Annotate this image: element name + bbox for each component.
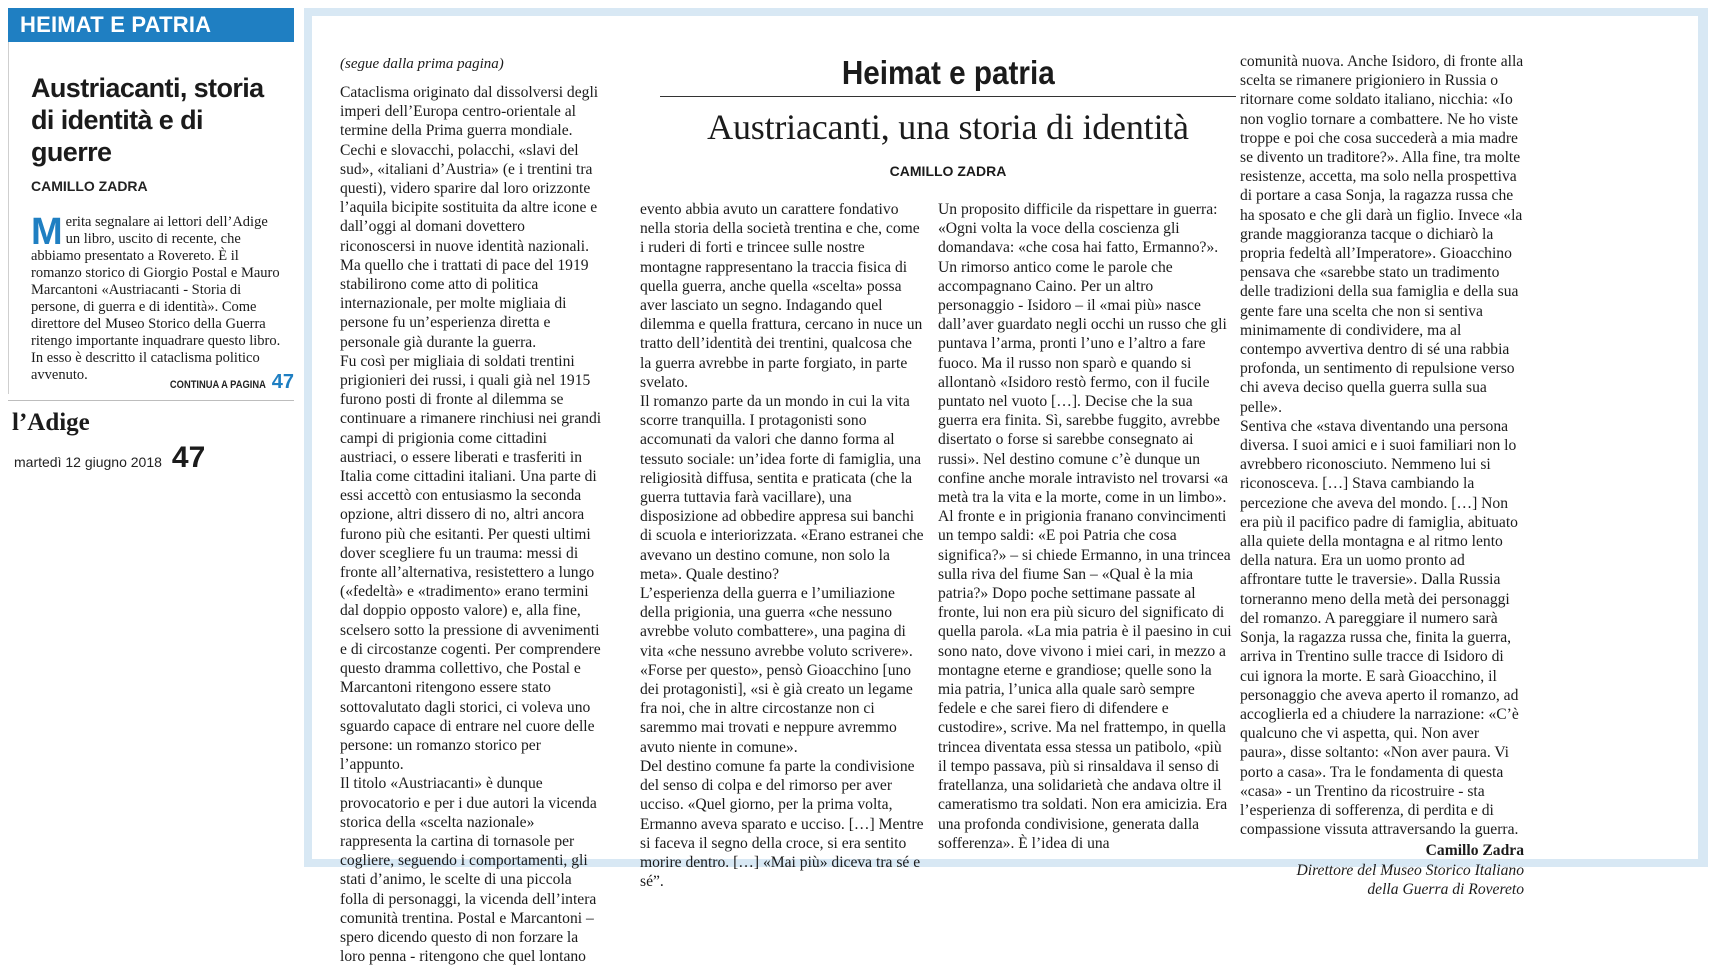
drop-cap: M xyxy=(31,211,63,253)
article-column-2 xyxy=(640,200,926,891)
article-sheet xyxy=(312,16,1698,966)
teaser-body xyxy=(9,194,294,384)
paragraph: Cataclisma originato dal dissolversi degli imperi dell’Europa centro-orientale al termine della Prima guerra mondiale. Cechi e slovacchi, polacchi, «slavi del sud», «italiani d’Austria» (e i trentini tra questi), videro sparire dal loro orizzonte l’aquila bicipite sostituita da altre icone e dall’oggi al domani dovettero riconoscersi in nuove identità nazionali. Ma quello che i trattati di pace del 1919 stabilirono come atto di politica internazionale, per molte migliaia di persone fu un’esperienza diretta e personale già durante la guerra. xyxy=(340,84,599,351)
teaser-author: CAMILLO ZADRA xyxy=(31,178,148,194)
kicker-divider xyxy=(660,96,1236,97)
paragraph: Il titolo «Austriacanti» è dunque provocatorio e per i due autori la vicenda storica della «scelta nazionale» rappresenta la cartina di tornasole per cogliere, seguendo i comportamenti, gli stati d’animo, le scelte di una piccola folla di personaggi, la vicenda dell’intera comunità trentina. Postal e Marcantoni – spero dicendo questo di non forzare la loro penna - ritengono che quel lontano xyxy=(340,775,597,966)
teaser-text: erita segnalare ai lettori dell’Adige un libro, uscito di recente, che abbiamo presentato a Rovereto. È il romanzo storico di Giorgio Postal e Mauro Marcantoni «Austriacanti - Storia di persone, di guerra e di identità». Come direttore del Museo Storico della Guerra ritengo importante inquadrare questo libro. In esso è descritto il cataclisma politico avvenuto. xyxy=(31,214,281,383)
signature-role-line: Direttore del Museo Storico Italiano xyxy=(1296,861,1524,879)
paragraph: evento abbia avuto un carattere fondativo nella storia della società trentina e che, come i ruderi di forti e trincee sulle nostre montagne rappresentano la traccia fisica di quella guerra, anche quella «scelta» possa aver lasciato un segno. Indagando quel dilemma e quella frattura, cercano in nuce un tratto dell’identità dei trentini, qualcosa che la guerra avrebbe in parte forgiato, in parte svelato. xyxy=(640,201,923,391)
article-column-1 xyxy=(340,83,602,966)
article-column-3 xyxy=(938,200,1232,853)
continue-page-number: 47 xyxy=(271,371,294,393)
paragraph: Del destino comune fa parte la condivisione del senso di colpa e del rimorso per aver ucciso. «Quel giorno, per la prima volta, Ermanno aveva sparato e ucciso. […] Mentre si faceva il segno della croce, si era sentito morire dentro. […] «Mai più» diceva tra sé e sé”. xyxy=(640,757,924,891)
article-heading xyxy=(640,54,1256,179)
signature-role-line: della Guerra di Rovereto xyxy=(1367,880,1524,898)
continued-note: (segue dalla prima pagina) xyxy=(340,56,504,72)
teaser-title: Austriacanti, storia di identità e di guerre xyxy=(31,73,264,167)
paragraph: Fu così per migliaia di soldati trentini prigionieri dei russi, i quali già nel 1915 furono posti di fronte al dilemma se continuare a rimanere rinchiusi nei grandi campi di prigionia come cittadini austriaci, o essere liberati e trasferiti in Italia come cittadini italiani. Una parte di essi accettò con entusiasmo la seconda opzione, altri dissero di no, altri ancora furono più che esitanti. Per questi ultimi dover scegliere fu un trauma: messi di fronte all’alternativa, resistettero a lungo («fedeltà» e «tradimento» erano termini dal doppio opposto valore) e, alla fine, scelsero sotto la pressione di avvenimenti e di circostanze cogenti. Per comprendere questo dramma collettivo, che Postal e Marcantoni ritengono essere stato sottovalutato dagli storici, ci voleva uno sguardo capace di entrare nel cuore delle persone: un romanzo storico per l’appunto. xyxy=(340,352,602,774)
continue-to-page-link[interactable] xyxy=(153,371,294,394)
paragraph: Il romanzo parte da un mondo in cui la vita scorre tranquilla. I protagonisti sono accomunati da valori che danno forma al tessuto sociale: un’idea forte di famiglia, una religiosità diffusa, sentita e praticata (che la guerra tuttavia farà vacillare), una disposizione ad obbedire appresa sui banchi di scuola e interiorizzata. «Erano estranei che avevano un destino comune, non solo la meta». Quale destino? xyxy=(640,393,924,583)
paragraph: comunità nuova. Anche Isidoro, di fronte alla scelta se rimanere prigioniero in Russia o ritornare come soldato italiano, nicchia: «Io non voglio tornare a combattere. Ne ho viste troppe e poi che cosa succederà a mia madre se divento un traditore?». Alla fine, tra molte resistenze, accetta, ma solo nella prospettiva di portare a casa Sonja, la ragazza russa che ha sposato e che gli darà un figlio. Invece «la grande maggioranza tacque o dichiarò la propria fedeltà all’Imperatore». Gioacchino pensava che «sarebbe stato un tradimento delle tradizioni della sua famiglia e della sua gente fare una scelta che non si sentiva minimamente di condividere, ma al contempo avvertiva dentro di sé una rabbia profonda, un sentimento di repulsione verso chi aveva deciso quella guerra sulla sua pelle». xyxy=(1240,53,1524,416)
paragraph: Un proposito difficile da rispettare in guerra: «Ogni volta la voce della coscienza gli domandava: «che cosa hai fatto, Ermanno?». Un rimorso antico come le parole che accompagnano Caino. Per un altro personaggio - Isidoro – il «mai più» nasce dall’aver guardato negli occhi un russo che gli puntava l’arma, pronti l’uno e l’altro a fare fuoco. Ma il russo non sparò e quando si allontanò «Isidoro restò fermo, con il fucile puntato nel vuoto […]. Decise che la sua guerra era finita. Sì, sarebbe fuggito, avrebbe disertato o forse si sarebbe consegnato ai russi». Nel destino comune c’è dunque un confine anche morale intravisto nel trovarsi «a metà tra la vita e la morte, come in un limbo». xyxy=(938,201,1229,507)
front-page-teaser xyxy=(8,8,294,475)
newspaper-name: l’Adige xyxy=(12,409,90,436)
paragraph: L’esperienza della guerra e l’umiliazione della prigionia, una guerra «che nessuno avrebbe voluto combattere», una pagina di vita «che nessuno avrebbe voluto scrivere». «Forse per questo», pensò Gioacchino [uno dei protagonisti], «si è già creato un legame fra noi, che in altre circostanze non ci saremmo mai trovati e neppure avremmo avuto niente in comune». xyxy=(640,585,913,756)
signature: Camillo Zadra xyxy=(1425,842,1524,860)
section-header: HEIMAT E PATRIA xyxy=(8,8,294,42)
issue-info xyxy=(8,437,294,475)
article-page xyxy=(304,8,1708,966)
paragraph: Sentiva che «stava diventando una persona diversa. I suoi amici e i suoi familiari non lo avrebbero riconosciuto. Nemmeno lui si riconosceva. […] Stava cambiando la percezione che aveva del mondo. […] Non era più il pacifico padre di famiglia, abituato alla quiete della montagna e al ritmo lento della natura. Era un uomo pronto ad affrontare tutte le traversie». Dalla Russia torneranno meno della metà dei personaggi del romanzo. A pareggiare il numero sarà Sonja, la ragazza russa che, finita la guerra, arriva in Trentino sulle tracce di Isidoro di cui ignora la morte. E sarà Gioacchino, il personaggio che aveva aperto il romanzo, ad accoglierla ed a chiudere la narrazione: «C’è qualcuno che vi aspetta, qui. Non aver paura», disse soltanto: «Non aver paura. Vi porto a casa». Tra le fondamenta di questa «casa» - un Trentino da ricostruire - sta l’esperienza di sofferenza, di perdita e di compassione vissuta attraversando la guerra. xyxy=(1240,417,1519,839)
page-number: 47 xyxy=(171,441,206,474)
continue-label: CONTINUA A PAGINA xyxy=(169,379,266,391)
issue-date: martedì 12 giugno 2018 xyxy=(14,454,162,470)
teaser-box xyxy=(8,42,294,394)
article-kicker: Heimat e patria xyxy=(841,54,1055,91)
paragraph: Al fronte e in prigionia franano convincimenti un tempo saldi: «E poi Patria che cosa significa?» – si chiede Ermanno, in una trincea sulla riva del fiume San – «Qual è la mia patria?» Dopo poche settimane passate al fronte, lui non era più sicuro del significato di quella parola. «La mia patria è il paesino in cui sono nato, dove vivono i miei cari, in mezzo a montagne eterne e grandiose; quelle sono la mia patria, l’unica alla quale sarò sempre fedele e che sarei fiero di difendere e custodire», scrive. Ma nel frattempo, in quella trincea diventata essa stessa un patibolo, «più il tempo passava, più si rinsaldava il senso di fratellanza, una solidarietà che andava oltre il cameratismo tra soldati. Non era amicizia. Era una profonda condivisione, generata dalla sofferenza». È l’idea di una xyxy=(938,508,1232,852)
article-byline: CAMILLO ZADRA xyxy=(889,163,1007,179)
article-column-4 xyxy=(1240,52,1524,899)
article-headline: Austriacanti, una storia di identità xyxy=(707,107,1189,147)
